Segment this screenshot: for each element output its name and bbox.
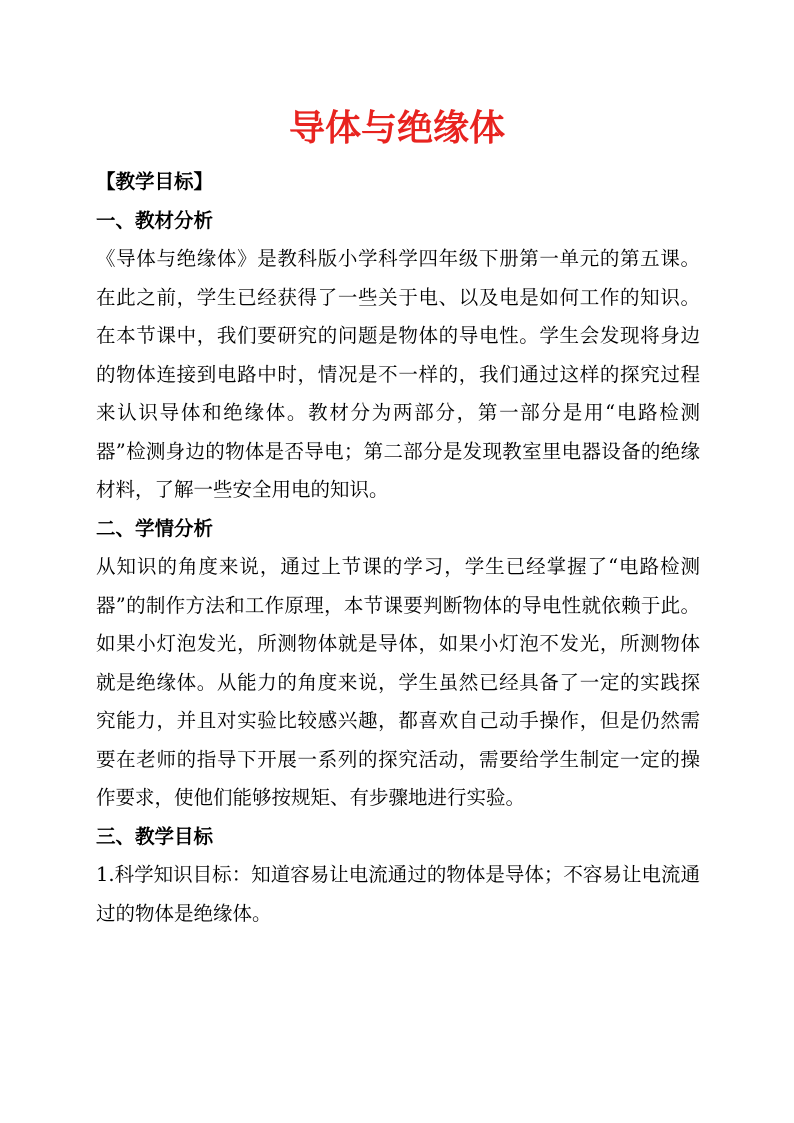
section-1-heading: 一、教材分析 [96, 208, 214, 232]
teaching-goals-heading: 【教学目标】 [96, 170, 214, 193]
section-2-heading: 二、学情分析 [96, 516, 214, 540]
document-title: 导体与绝缘体 [288, 107, 505, 149]
document-body [96, 163, 700, 933]
section-3-heading: 三、教学目标 [96, 824, 214, 848]
section-3-paragraph: 1.科学知识目标：知道容易让电流通过的物体是导体；不容易让电流通过的物体是绝缘体。 [96, 863, 700, 925]
section-1-paragraph: 《导体与绝缘体》是教科版小学科学四年级下册第一单元的第五课。在此之前，学生已经获得了一些关于电、以及电是如何工作的知识。在本节课中，我们要研究的问题是物体的导电性。学生会发现将身边的物体连接到电路中时，情况是不一样的，我们通过这样的探究过程来认识导体和绝缘体。教材分为两部分，第一部分是用“电路检测器”检测身边的物体是否导电；第二部分是发现教室里电器设备的绝缘材料，了解一些安全用电的知识。 [96, 247, 700, 501]
section-2-paragraph: 从知识的角度来说，通过上节课的学习，学生已经掌握了“电路检测器”的制作方法和工作原理，本节课要判断物体的导电性就依赖于此。如果小灯泡发光，所测物体就是导体，如果小灯泡不发光，所测物体就是绝缘体。从能力的角度来说，学生虽然已经具备了一定的实践探究能力，并且对实验比较感兴趣，都喜欢自己动手操作，但是仍然需要在老师的指导下开展一系列的探究活动，需要给学生制定一定的操作要求，使他们能够按规矩、有步骤地进行实验。 [96, 555, 700, 809]
